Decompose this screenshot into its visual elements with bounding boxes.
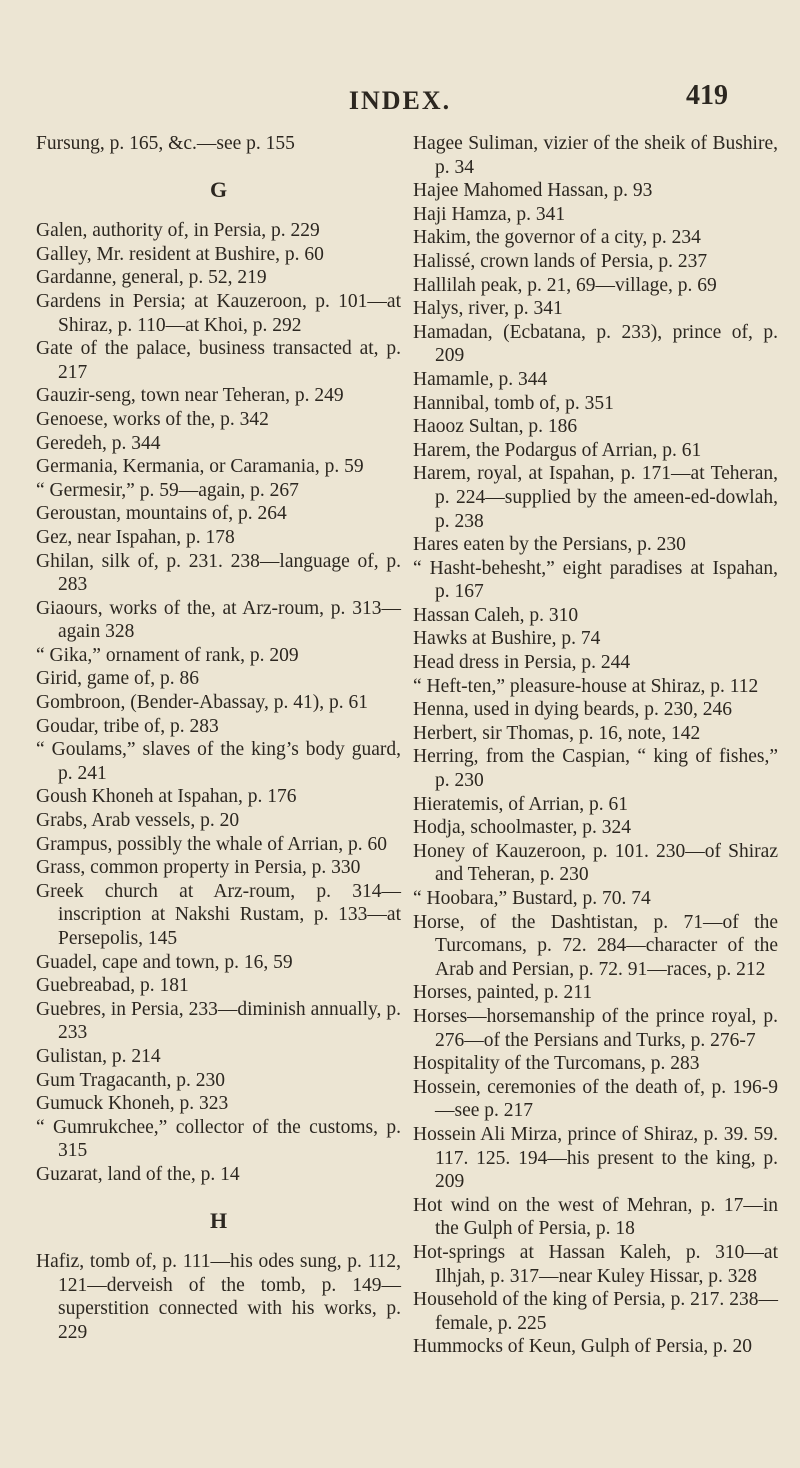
index-entry: Ghilan, silk of, p. 231. 238—language of, p. 283 <box>36 550 401 596</box>
index-entry: Halys, river, p. 341 <box>413 298 563 320</box>
index-entry: Gombroon, (Bender-Abassay, p. 41), p. 61 <box>36 692 368 714</box>
index-entry: Head dress in Persia, p. 244 <box>413 652 631 674</box>
index-entry: Hot wind on the west of Mehran, p. 17—in the Gulph of Persia, p. 18 <box>413 1194 778 1240</box>
index-entry: Genoese, works of the, p. 342 <box>36 408 269 430</box>
index-entry: Hot-springs at Hassan Kaleh, p. 310—at Ilhjah, p. 317—near Kuley Hissar, p. 328 <box>413 1241 778 1287</box>
index-entry: Grampus, possibly the whale of Arrian, p. 60 <box>36 833 387 855</box>
index-entry: Hamamle, p. 344 <box>413 368 548 390</box>
index-entry: Germania, Kermania, or Caramania, p. 59 <box>36 456 364 478</box>
index-entry: Gum Tragacanth, p. 230 <box>36 1069 226 1091</box>
index-entry: Gez, near Ispahan, p. 178 <box>36 526 235 548</box>
index-entry: Guzarat, land of the, p. 14 <box>36 1163 240 1185</box>
index-entry: “ Hasht-behesht,” eight paradises at Ispahan, p. 167 <box>413 557 778 603</box>
index-entry: Grabs, Arab vessels, p. 20 <box>36 810 240 832</box>
index-entry: Hallilah peak, p. 21, 69—village, p. 69 <box>413 274 717 296</box>
index-entry: Hamadan, (Ecbatana, p. 233), prince of, p. 209 <box>413 321 778 367</box>
index-entry: “ Germesir,” p. 59—again, p. 267 <box>36 479 299 501</box>
index-entry: “ Goulams,” slaves of the king’s body guard, p. 241 <box>36 739 401 784</box>
index-entry: Gardanne, general, p. 52, 219 <box>36 267 267 289</box>
index-entry: Galen, authority of, in Persia, p. 229 <box>36 220 320 242</box>
index-entry: Hummocks of Keun, Gulph of Persia, p. 20 <box>413 1336 753 1358</box>
index-entry: Household of the king of Persia, p. 217. 238—female, p. 225 <box>413 1289 778 1334</box>
index-entry: “ Heft-ten,” pleasure-house at Shiraz, p. 112 <box>413 675 759 697</box>
page-number: 419 <box>686 80 728 111</box>
index-entry: “ Gika,” ornament of rank, p. 209 <box>36 644 299 666</box>
index-entry: Greek church at Arz-roum, p. 314—inscription at Nakshi Rustam, p. 133—at Persepolis, 145 <box>36 880 401 949</box>
index-entry: Hossein Ali Mirza, prince of Shiraz, p. 39. 59. 117. 125. 194—his present to the king, p. 209 <box>413 1123 778 1193</box>
index-entry: Gulistan, p. 214 <box>36 1045 161 1067</box>
index-entry: Goudar, tribe of, p. 283 <box>36 715 219 737</box>
index-entry: Hawks at Bushire, p. 74 <box>413 628 601 650</box>
index-entry: “ Hoobara,” Bustard, p. 70. 74 <box>413 888 651 909</box>
index-entry: Guadel, cape and town, p. 16, 59 <box>36 951 293 973</box>
index-entry: Hodja, schoolmaster, p. 324 <box>413 817 632 839</box>
index-entry: Haji Hamza, p. 341 <box>413 203 566 225</box>
section-letter: G <box>209 176 228 202</box>
index-entry: Henna, used in dying beards, p. 230, 246 <box>413 699 732 721</box>
index-entry: Herring, from the Caspian, “ king of fishes,” p. 230 <box>413 746 778 792</box>
index-entry: Hieratemis, of Arrian, p. 61 <box>413 793 628 815</box>
index-entry: Gumuck Khoneh, p. 323 <box>36 1093 229 1115</box>
index-entry: Galley, Mr. resident at Bushire, p. 60 <box>36 243 324 265</box>
index-entry: Halissé, crown lands of Persia, p. 237 <box>413 250 708 272</box>
index-entry: Gate of the palace, business transacted at, p. 217 <box>36 338 401 383</box>
index-column-right <box>413 132 778 1359</box>
index-entry: Hares eaten by the Persians, p. 230 <box>413 534 686 556</box>
index-entry: Horses, painted, p. 211 <box>413 982 593 1004</box>
index-column-left <box>36 132 401 1345</box>
index-entry: Gauzir-seng, town near Teheran, p. 249 <box>36 385 344 407</box>
index-entry: Herbert, sir Thomas, p. 16, note, 142 <box>413 722 701 744</box>
index-entry: Girid, game of, p. 86 <box>36 668 200 690</box>
running-title: INDEX. <box>348 86 452 115</box>
index-entry: Geroustan, mountains of, p. 264 <box>36 503 287 525</box>
index-entry: Gardens in Persia; at Kauzeroon, p. 101—at Shiraz, p. 110—at Khoi, p. 292 <box>36 290 401 336</box>
index-entry: Hossein, ceremonies of the death of, p. 196-9—see p. 217 <box>413 1076 778 1122</box>
index-entry: Hajee Mahomed Hassan, p. 93 <box>413 180 653 202</box>
index-entry: Hospitality of the Turcomans, p. 283 <box>413 1053 700 1075</box>
index-entry: Goush Khoneh at Ispahan, p. 176 <box>36 786 297 808</box>
index-entry: Hannibal, tomb of, p. 351 <box>413 392 614 414</box>
index-entry: Geredeh, p. 344 <box>36 432 161 454</box>
index-entry: Honey of Kauzeroon, p. 101. 230—of Shiraz and Teheran, p. 230 <box>413 840 778 886</box>
index-entry: Horse, of the Dashtistan, p. 71—of the Turcomans, p. 72. 284—character of the Arab and Persian, p. 72. 91—races, p. 212 <box>413 911 778 980</box>
index-entry: Hakim, the governor of a city, p. 234 <box>413 227 701 249</box>
index-entry: Hafiz, tomb of, p. 111—his odes sung, p. 112, 121—derveish of the tomb, p. 149—superstition connected with his works, p. 229 <box>36 1251 401 1343</box>
index-entry: Fursung, p. 165, &c.—see p. 155 <box>36 133 295 154</box>
section-letter: H <box>209 1207 228 1233</box>
index-entry: Giaours, works of the, at Arz-roum, p. 313—again 328 <box>36 597 401 643</box>
index-entry: Guebres, in Persia, 233—diminish annually, p. 233 <box>36 998 401 1044</box>
index-entry: Harem, royal, at Ispahan, p. 171—at Teheran, p. 224—supplied by the ameen-ed-dowlah, p. 238 <box>413 463 778 532</box>
index-entry: Hagee Suliman, vizier of the sheik of Bushire, p. 34 <box>413 133 778 178</box>
page-header <box>0 80 800 126</box>
index-entry: Guebreabad, p. 181 <box>36 975 189 997</box>
index-entry: Harem, the Podargus of Arrian, p. 61 <box>413 439 702 461</box>
index-entry: “ Gumrukchee,” collector of the customs, p. 315 <box>36 1116 401 1162</box>
index-entry: Haooz Sultan, p. 186 <box>413 416 578 438</box>
index-entry: Horses—horsemanship of the prince royal, p. 276—of the Persians and Turks, p. 276-7 <box>413 1005 778 1051</box>
index-entry: Hassan Caleh, p. 310 <box>413 604 579 626</box>
index-entry: Grass, common property in Persia, p. 330 <box>36 857 361 879</box>
